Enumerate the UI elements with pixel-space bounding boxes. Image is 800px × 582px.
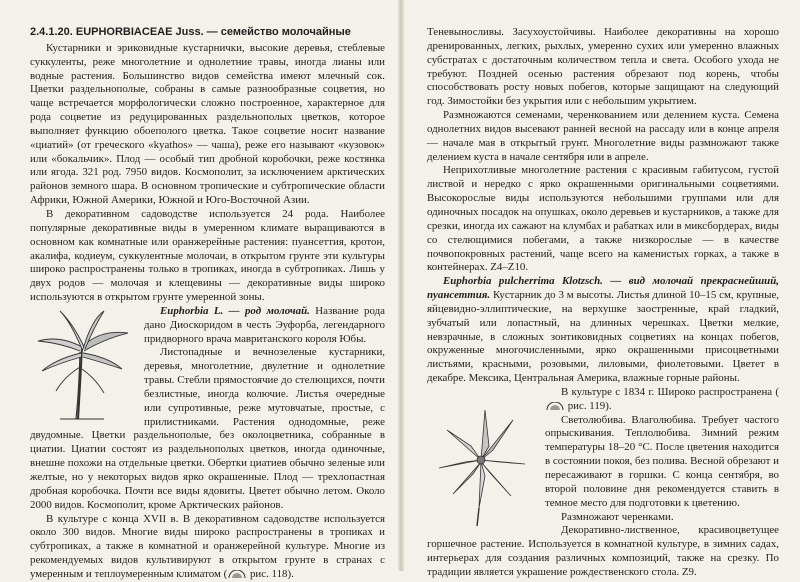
care-paragraph: Светолюбива. Влаголюбива. Требует частого опрыскивания. Теплолюбива. Зимний режим температуры 18–20 °С. После цветения находится в состоянии покоя, без полива. Весной обрезают и пересаживают в горшки. С конца сентября, во второй половине дня рекомендуется ставить в темное место для подготовки к цветению.: [545, 413, 779, 509]
propagation-paragraph: Размножаются семенами, черенкованием или делением куста. Семена однолетних видов высевают ранней весной на рассаду или в конце апреля — начале мая в открытый грунт. Многолетние виды размножают также делением куста в начале сентября или в апреле.: [427, 109, 779, 163]
figure-reference-119: рис. 119).: [565, 399, 612, 412]
genus-etymology: Название рода дано Диоскоридом в честь Эуфорба, легендарного придворного врача мавританского короля Юбы.: [144, 304, 385, 345]
family-description: Кустарники и эриковидные кустарнички, высокие деревья, стеблевые суккуленты, реже многолетние и однолетние травы, иногда лианы или водные растения. Большинство видов семейства имеют млечный сок. Цветки раздельнополые, собраны в самые разнообразные соцветия, но чаще встречается морфологически сложно построенное, характерное для рода соцветие из редуцированных раздельнополых цветков, которое выполняет функцию обоеполого цветка. Такое соцветие носит название «циатий» (от греческого «kyathos» — чаша), реже его называют «кузовок» или «бокальчик». Плод — особый тип дробной коробочки, реже костянка или ягода. 321 род. 7950 видов. Космополит, за исключением арктических районов земного шара. В основном тропические и субтропические области Африки, Южной Америки, Южной и Юго-Восточной Азии.: [30, 41, 385, 207]
species-culture: В культуре с 1834 г. Широко распространена (: [561, 385, 779, 398]
figure-reference: рис. 118).: [247, 567, 294, 580]
species-description: Кустарник до 3 м высоты. Листья длиной 10–15 см, крупные, яйцевидно-эллиптические, на верхушке заостренные, край гладкий, зубчатый или лопастный, на длинных черешках. Цветки мелкие, невзрачные, в сложных зонтиковидных соцветиях на концах побегов, окруженные многочисленными, ярко окрашенными присоцветными листьями, красными, розовыми, лиловыми, фиолетовыми. Цветет в декабре. Мексика, Центральная Америка, влажные горные районы.: [427, 289, 779, 385]
sun-half-icon: [227, 570, 247, 578]
right-page: [427, 26, 779, 580]
sun-half-icon: [545, 402, 565, 410]
genus-title: Euphorbia L. — род молочай.: [160, 304, 310, 317]
decorative-paragraph: Декоративно-лиственное, красивоцветущее горшечное растение. Используется в комнатной культуре, в зимних садах, интерьерах для создания различных композиций, также на срезку. По традиции является украшение рождественского стола. Z9.: [427, 524, 779, 578]
book-gutter: [398, 0, 404, 571]
genus-culture: В культуре с конца XVII в. В декоративном садоводстве используется около 300 видов. Многие виды широко распространены в тропиках и субтропиках, а также в комнатной и оранжерейной культуре. Многие из рекомендуемых видов культивируют в открытом грунте в странах с умеренным и теплоумеренным климатом (: [30, 512, 385, 580]
propagation-short: Размножают черенками.: [561, 510, 674, 523]
genus-description: Листопадные и вечнозеленые кустарники, деревья, многолетние, двулетние и однолетние травы. Стебли прямостоячие до стелющихся, почти безлистные, иногда колючие. Листья очередные или супротивные, реже мутовчатые, простые, с прилистниками. Растения однодомные, реже двудомные. Цветки раздельнополые, без околоцветника, собранные в циатии. Циатии состоят из раздельнополых цветков, иногда одиночные, внешне похожи на отдельные цветки. Обертки циатиев обычно зеленые или желтые, но у некоторых видов ярко окрашенные. Плод — трехлопастная дробная коробочка. Почти все виды ядовиты. Цветет обычно летом. Около 2000 видов. Космополит, кроме Арктических районов.: [30, 346, 385, 511]
ecology-paragraph: Теневыносливы. Засухоустойчивы. Наиболее декоративны на хорошо дренированных, легких, рыхлых, умеренно сухих или умеренно влажных субстратах с достаточным количеством тепла и света. Особого ухода не требуют. Поздней осенью растения обрезают под корень, чтобы способствовать росту новых побегов, которые защищают на следующий год. Зимостойки без укрытия или с небольшим укрытием.: [427, 26, 779, 108]
horticulture-paragraph: В декоративном садоводстве используется 24 рода. Наиболее популярные декоративные виды в умеренном климате выращиваются в основном как комнатные или оранжерейные растения: пуансеттия, кротон, акалифа, кодиеум, суккулентные молочаи, в открытом грунте эти культуры широко распространены только в тропиках, иногда в субтропиках. Лишь у двух родов — молочая и клещевины — декоративные виды широко используются в открытом грунте умеренной зоны.: [30, 207, 385, 304]
poinsettia-drawing-icon: [427, 390, 535, 528]
left-page: [30, 26, 385, 582]
euphorbia-plant-drawing-icon: [30, 307, 134, 423]
species-title: Euphorbia pulcherrima Klotzsch. — вид молочай прекраснейший, пуансеттия.: [427, 275, 779, 302]
section-heading: 2.4.1.20. EUPHORBIACEAE Juss. — семейство молочайные: [30, 26, 351, 38]
usage-paragraph: Неприхотливые многолетние растения с красивым габитусом, густой листвой и нередко с ярко окрашенными оригинальными соцветиями. Высокорослые виды используются небольшими группами или для одиночных посадок на опушках, около деревьев и кустарников, а также для срезки, иногда их сажают на клумбах и рабатках или в миксбордерах, виды со стелющимися побегами, а также низкорослые — в качестве почвопокровных растений, чаще всего на каменистых горках, а также в контейнерах. Z4–Z10.: [427, 164, 779, 274]
